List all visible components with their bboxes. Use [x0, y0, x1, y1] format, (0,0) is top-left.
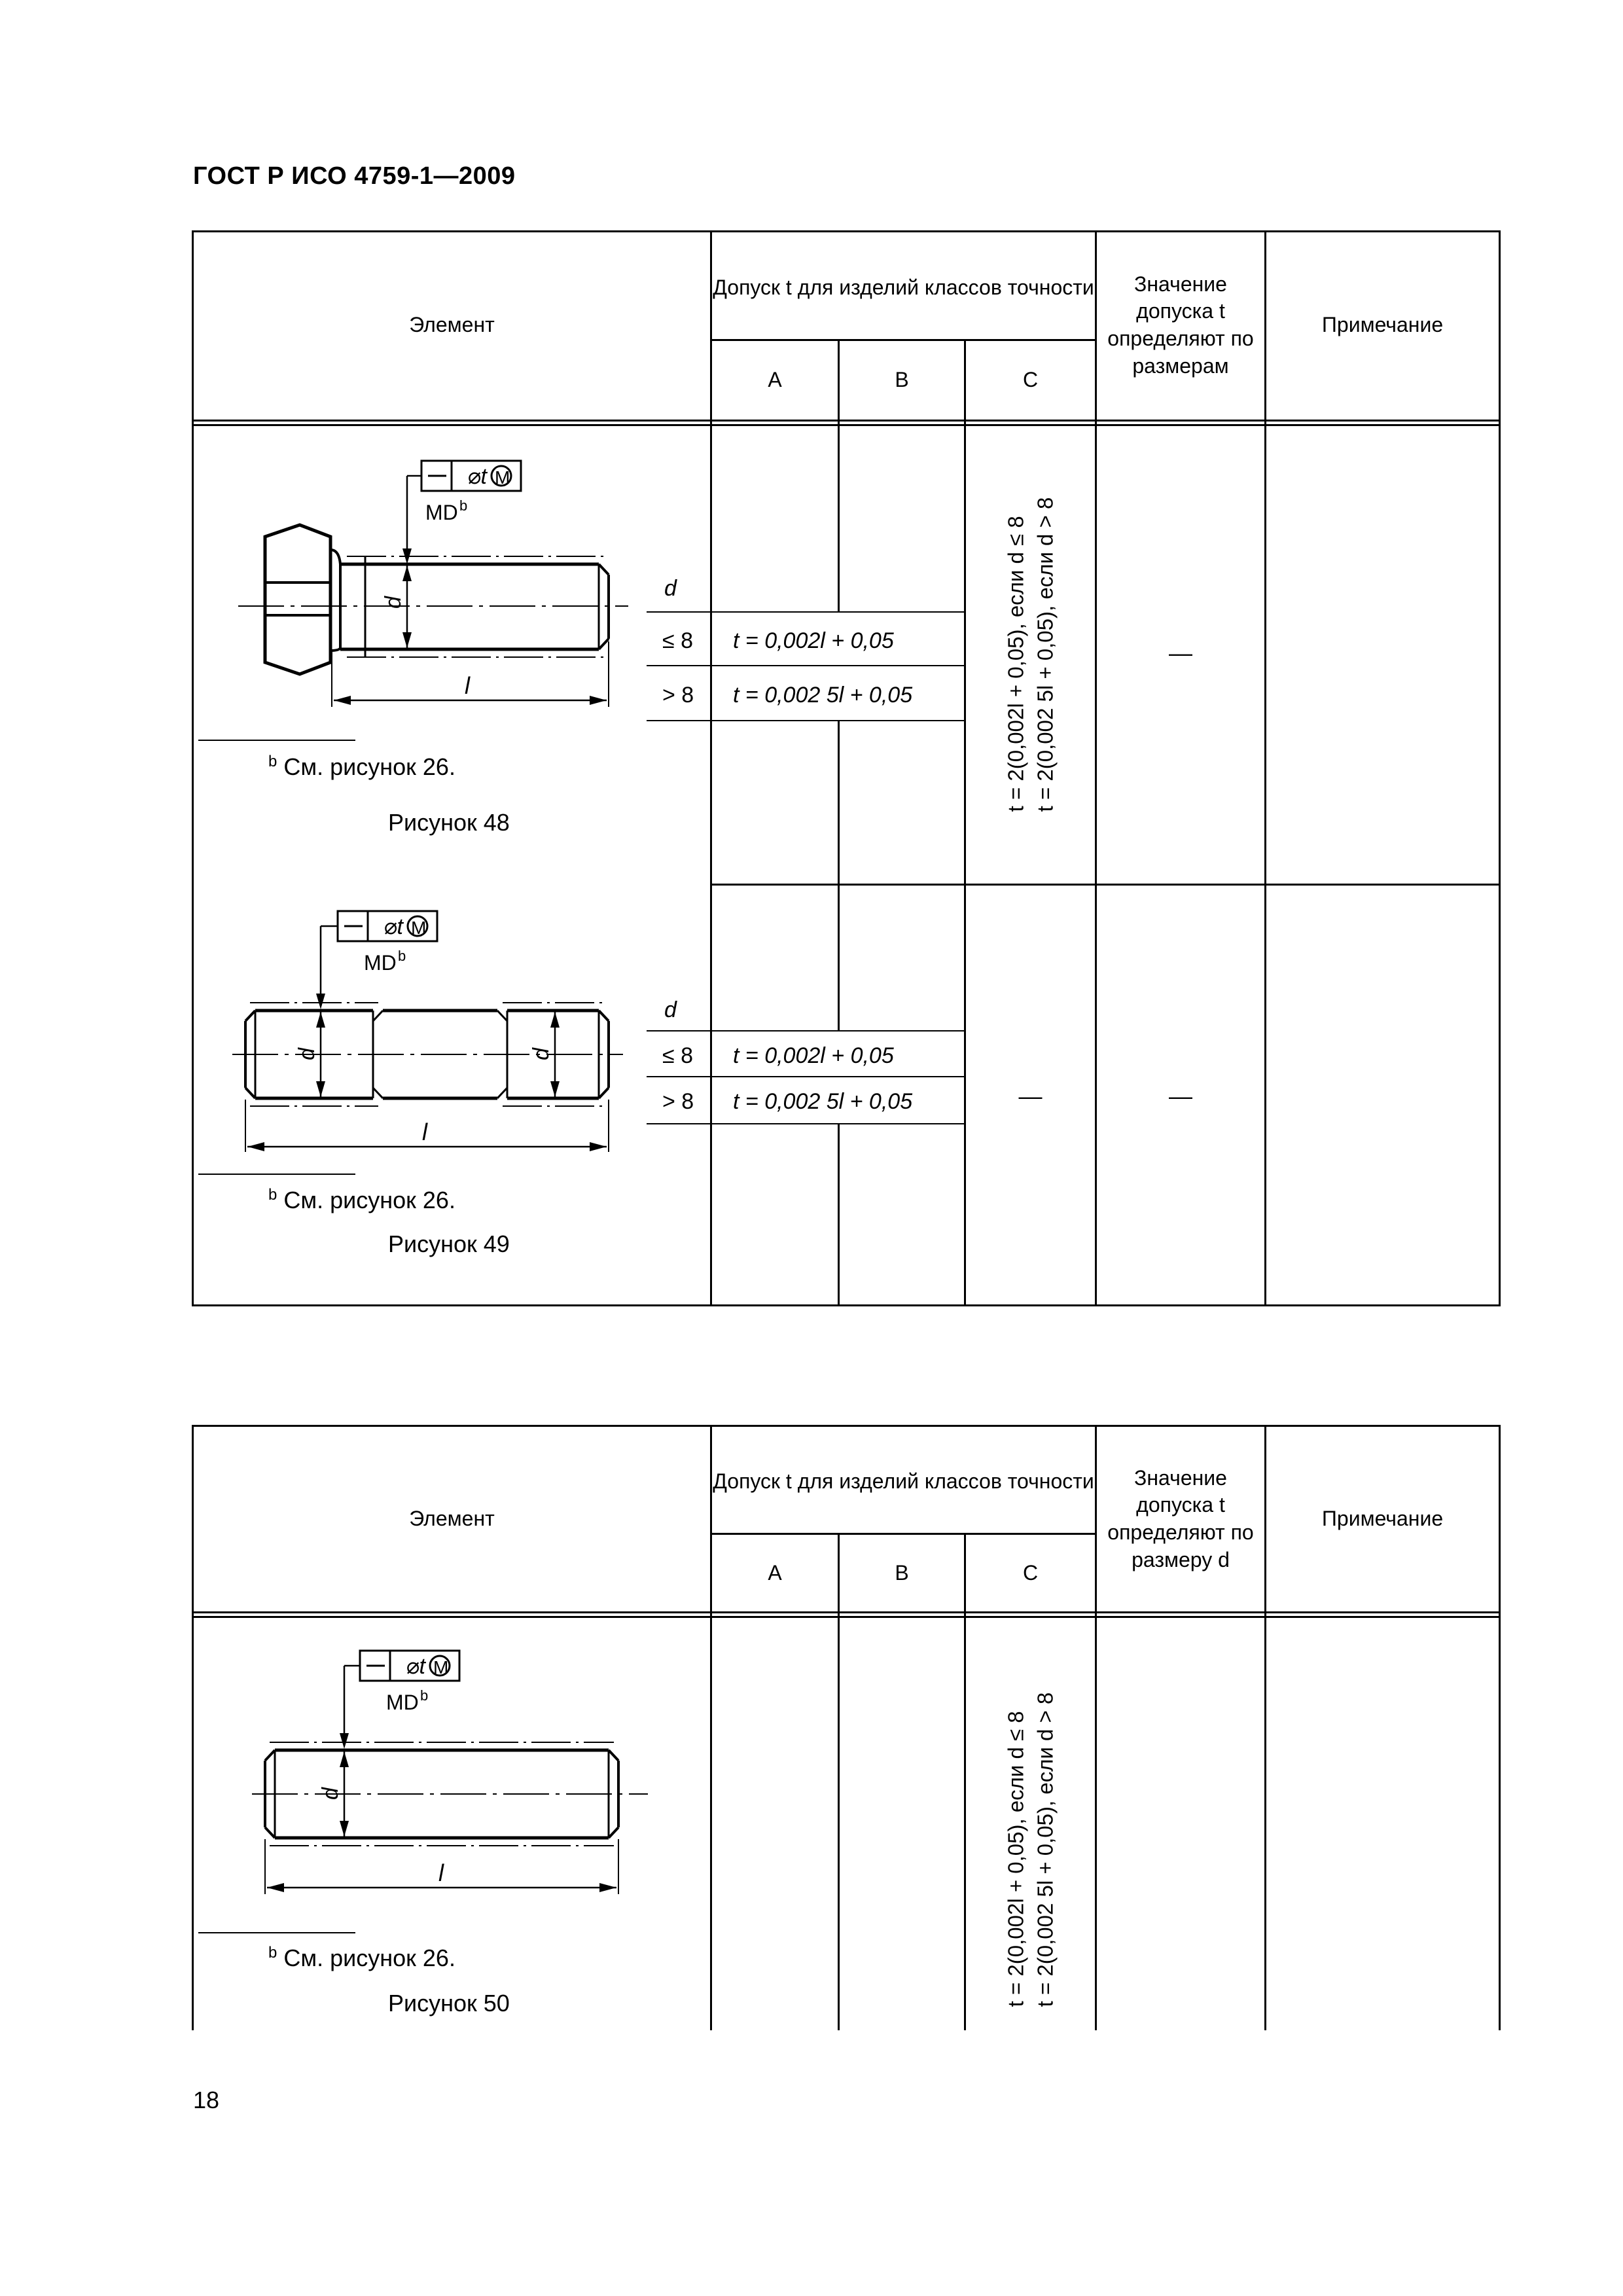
fig48-md-sup: b — [459, 497, 468, 514]
fig50-class-c-formula — [1001, 1693, 1060, 2007]
table-1-header-line-b — [192, 424, 1501, 426]
table-2-header-class-c: С — [1022, 1561, 1039, 1585]
fig48-footnote-text: См. рисунок 26. — [283, 753, 455, 780]
fig48-row-line — [647, 665, 965, 666]
fig49-tolerance-modifier: M — [411, 918, 427, 938]
fig49-d-dimension-right: d — [529, 1048, 554, 1060]
fig50-l-dimension: l — [438, 1859, 444, 1886]
fig48-cond-1: ≤ 8 — [662, 628, 694, 653]
fig49-caption: Рисунок 49 — [388, 1230, 510, 1257]
table-2-header-class-b: В — [895, 1561, 909, 1585]
fig49-footnote — [268, 1186, 455, 1214]
fig48-caption: Рисунок 48 — [388, 809, 510, 836]
table-2-header-element: Элемент — [409, 1507, 495, 1531]
fig50-md-label: MD — [386, 1691, 419, 1714]
fig48-tolerance-symbol: ⌀t — [467, 464, 487, 489]
fig48-tolerance-modifier: M — [495, 467, 510, 488]
fig49-md-sup: b — [398, 948, 406, 964]
fig50-footnote — [268, 1944, 455, 1972]
fig49-formula-1: t = 0,002l + 0,05 — [733, 1043, 894, 1068]
page-number: 18 — [193, 2087, 220, 2113]
fig48-class-c-line-1: t = 2(0,002l + 0,05), если d ≤ 8 — [1003, 516, 1028, 812]
fig49-cond-1: ≤ 8 — [662, 1043, 694, 1068]
table-2-border-right — [1499, 1425, 1501, 2030]
fig49-l-dimension: l — [422, 1119, 427, 1145]
fig50-footnote-text: См. рисунок 26. — [283, 1945, 455, 1971]
fig48-value-dash: — — [1169, 639, 1192, 666]
figure-48-drawing — [223, 452, 694, 713]
fig48-md-label: MD — [425, 501, 458, 524]
fig49-footnote-rule — [198, 1174, 355, 1175]
fig49-class-c-dash: — — [1018, 1083, 1043, 1109]
fig48-d-header: d — [664, 576, 677, 601]
fig50-tolerance-symbol: ⌀t — [406, 1654, 425, 1679]
fig50-caption: Рисунок 50 — [388, 1990, 510, 2017]
fig48-class-c-formula — [1001, 497, 1060, 812]
table-1-header-tolerance: Допуск t для изделий классов точности — [713, 276, 1094, 300]
table-2-header-note: Примечание — [1321, 1507, 1444, 1531]
fig49-d-dimension-left: d — [294, 1048, 319, 1060]
fig49-row-line — [647, 1076, 965, 1077]
fig49-footnote-mark: b — [268, 1186, 277, 1204]
fig49-tolerance-symbol: ⌀t — [383, 914, 403, 939]
table-2-header-class-a: А — [768, 1561, 782, 1585]
fig49-formula-2: t = 0,002 5l + 0,05 — [733, 1089, 913, 1114]
table-1-border-bottom — [192, 1304, 1501, 1306]
fig48-cond-2: > 8 — [662, 683, 694, 708]
fig48-footnote — [268, 753, 455, 781]
fig48-d-dimension: d — [381, 596, 406, 609]
fig49-cond-2: > 8 — [662, 1089, 694, 1114]
table-1-header-note: Примечание — [1321, 313, 1444, 337]
table-1-col-line-c — [964, 339, 966, 1306]
fig48-row-line-2 — [647, 720, 965, 721]
fig50-tolerance-modifier: M — [433, 1657, 449, 1677]
fig48-class-c-line-2: t = 2(0,002 5l + 0,05), если d > 8 — [1033, 497, 1057, 812]
fig49-row-line-2 — [647, 1123, 965, 1124]
fig48-d-line — [647, 611, 965, 613]
fig48-formula-1: t = 0,002l + 0,05 — [733, 628, 894, 653]
table-1-header-element: Элемент — [409, 313, 495, 337]
fig50-footnote-mark: b — [268, 1944, 277, 1962]
table-1-col-line-b-mid — [838, 721, 840, 1031]
fig50-class-c-line-2: t = 2(0,002 5l + 0,05), если d > 8 — [1033, 1692, 1057, 2007]
fig48-footnote-mark: b — [268, 753, 277, 770]
table-1-header-class-a: А — [768, 368, 782, 392]
fig50-footnote-rule — [198, 1932, 355, 1933]
fig49-md-label: MD — [364, 951, 397, 975]
table-1-border-right — [1499, 230, 1501, 1306]
fig48-footnote-rule — [198, 740, 355, 741]
fig49-d-header: d — [664, 997, 677, 1022]
fig50-md-sup: b — [420, 1687, 429, 1704]
table-1-row-separator — [711, 884, 1501, 886]
fig49-value-dash: — — [1169, 1083, 1192, 1109]
document-title: ГОСТ Р ИСО 4759-1—2009 — [193, 162, 516, 190]
figure-49-drawing — [223, 903, 694, 1152]
table-2-col-line-element — [710, 1425, 712, 2030]
fig50-d-dimension: d — [318, 1787, 343, 1800]
fig50-class-c-line-1: t = 2(0,002l + 0,05), если d ≤ 8 — [1003, 1711, 1028, 2007]
table-1-header-class-c: С — [1022, 368, 1039, 392]
table-2-header-line-b — [192, 1616, 1501, 1618]
figure-50-drawing — [242, 1643, 674, 1898]
table-2-header-tolerance: Допуск t для изделий классов точности — [713, 1469, 1094, 1494]
fig49-footnote-text: См. рисунок 26. — [283, 1187, 455, 1213]
table-2-header-value: Значение допуска t определяют по размеру d — [1107, 1465, 1254, 1571]
table-1-col-line-b-bottom — [838, 1124, 840, 1306]
table-1-header-class-b: В — [895, 368, 909, 392]
fig49-d-line — [647, 1030, 965, 1031]
fig48-formula-2: t = 0,002 5l + 0,05 — [733, 683, 913, 708]
table-1-header-value: Значение допуска t определяют по размерам — [1107, 272, 1254, 378]
fig48-l-dimension: l — [465, 672, 470, 699]
